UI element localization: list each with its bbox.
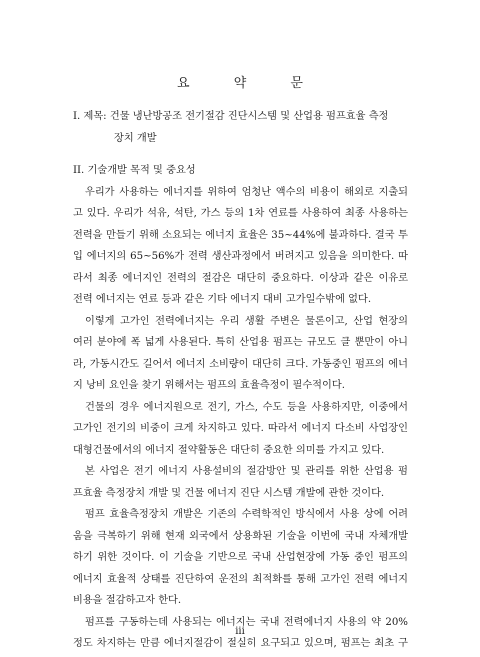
page-title: 요 약 문 (177, 76, 323, 91)
paragraph-line: 입 에너지의 65~56%가 전력 생산과정에서 버려지고 있음을 의미한다. 따 (73, 251, 408, 262)
paragraph-line: 전력 에너지는 연료 등과 같은 기타 에너지 대비 고가일수밖에 없다. (73, 294, 372, 305)
paragraph-line: 이렇게 고가인 전력에너지는 우리 생활 주변은 물론이고, 산업 현장의 (85, 315, 408, 327)
paragraph-line: 펌프 효율측정장치 개발은 기존의 수력학적인 방식에서 사용 상에 어려 (85, 509, 408, 520)
paragraph-line: 우리가 사용하는 에너지를 위하여 엄청난 액수의 비용이 해외로 지출되 (85, 186, 408, 198)
paragraph-line: 프효율 측정장치 개발 및 건물 에너지 진단 시스템 개발에 관한 것이다. (73, 487, 385, 499)
paragraph-line: 본 사업은 전기 에너지 사용설비의 절감방안 및 관리를 위한 산업용 펌 (85, 466, 408, 477)
paragraph-line: 비용을 절감하고자 한다. (73, 595, 182, 606)
paragraph-line: 고 있다. 우리가 석유, 석탄, 가스 등의 1차 연료를 사용하여 최종 사용하는 (73, 208, 408, 219)
paragraph-line: 대형건물에서의 에너지 절약활동은 대단히 중요한 의미를 가지고 있다. (73, 444, 385, 456)
paragraph-line: 정도 차지하는 만큼 에너지절감이 절실히 요구되고 있으며, 펌프는 최초 구 (73, 638, 408, 649)
section-purpose (73, 160, 408, 655)
paragraph-line: 건물의 경우 에너지원으로 전기, 가스, 수도 등을 사용하지만, 이중에서 (85, 401, 408, 413)
page-number: iii (235, 626, 245, 637)
paragraph-line: 전력을 만들기 위해 소요되는 에너지 효율은 35~44%에 불과하다. 결국 투 (73, 229, 408, 241)
paragraph-line: 라, 가동시간도 길어서 에너지 소비량이 대단히 크다. 가동중인 펌프의 에너 (73, 358, 408, 370)
section-heading: II. 기술개발 목적 및 중요성 (73, 165, 196, 176)
paragraph-line: 움을 극복하기 위해 현재 외국에서 상용화된 기술을 이번에 국내 자체개발 (73, 530, 408, 542)
paragraph-line: 에너지 효율적 상태를 진단하여 운전의 최적화를 통해 고가인 전력 에너지 (73, 573, 408, 585)
section-title-line: I. 제목: 건물 냉난방공조 전기절감 진단시스템 및 산업용 펌프효율 측정 (73, 111, 389, 122)
paragraph-line: 펌프를 구동하는데 사용되는 에너지는 국내 전력에너지 사용의 약 20% (85, 616, 408, 628)
paragraph-line: 여러 분야에 폭 넓게 사용된다. 특히 산업용 펌프는 규모도 클 뿐만이 아니 (73, 337, 408, 348)
paragraph-line: 고가인 전기의 비중이 크게 차지하고 있다. 따라서 에너지 다소비 사업장인 (73, 423, 408, 434)
section-title (73, 106, 408, 149)
paragraph-line: 라서 최종 에너지인 전력의 절감은 대단히 중요하다. 이상과 같은 이유로 (73, 272, 408, 284)
section-title-line: 장치 개발 (114, 132, 157, 144)
paragraph-line: 하기 위한 것이다. 이 기술을 기반으로 국내 산업현장에 가동 중인 펌프의 (73, 552, 408, 563)
paragraph-line: 지 낭비 요인을 찾기 위해서는 펌프의 효율측정이 필수적이다. (73, 380, 345, 391)
